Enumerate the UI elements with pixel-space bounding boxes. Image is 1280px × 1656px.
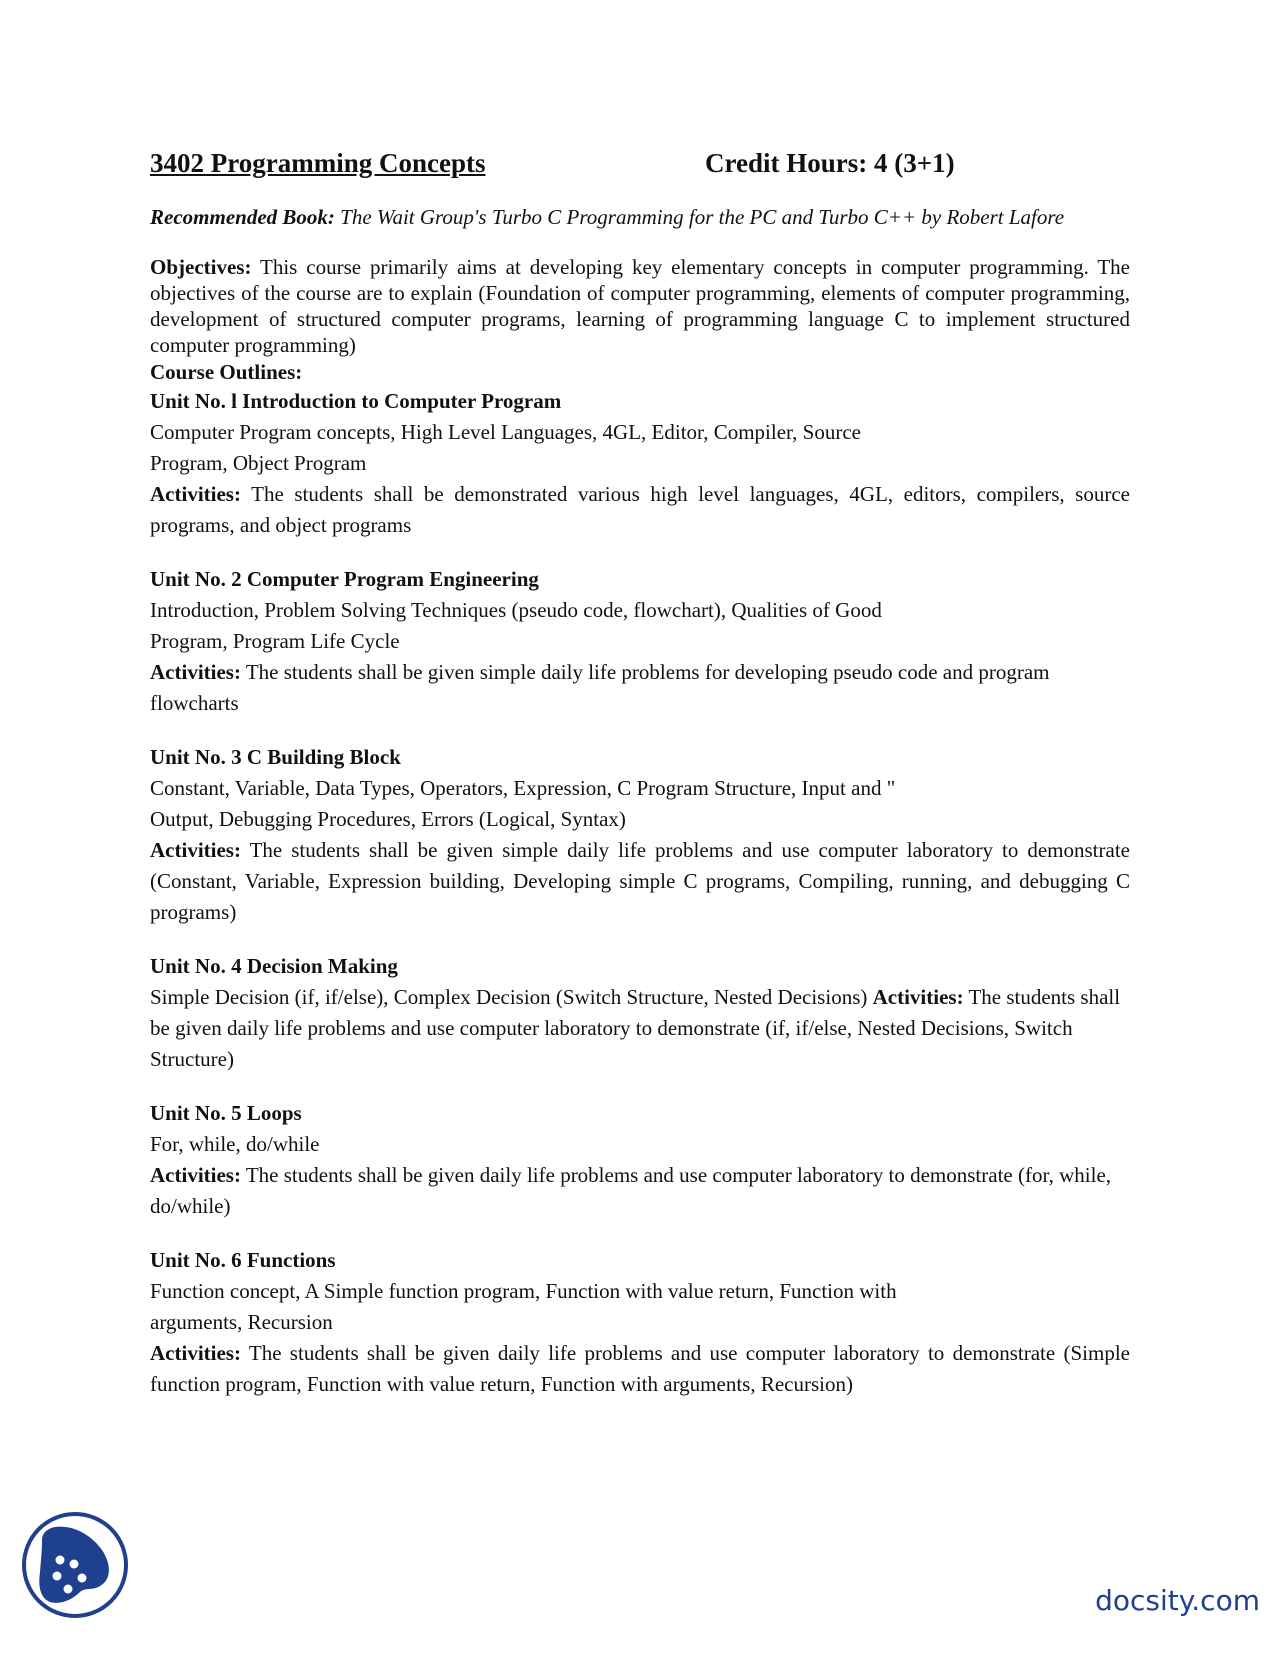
unit-topics: For, while, do/while	[150, 1132, 320, 1156]
unit-title: Unit No. 3 C Building Block	[150, 745, 401, 769]
unit-title: Unit No. 5 Loops	[150, 1101, 302, 1125]
unit-topics: Computer Program concepts, High Level Languages, 4GL, Editor, Compiler, Source	[150, 420, 861, 444]
unit-title: Unit No. l Introduction to Computer Program	[150, 389, 562, 413]
unit-activities	[150, 479, 1130, 541]
activities-label: Activities:	[150, 1341, 241, 1365]
unit-topics-and-activities	[150, 982, 1130, 1075]
activities-text: The students shall be given daily life problems and use computer laboratory to demonstrate (if, if/else, Nested Decisions, Switch Structure)	[150, 985, 1121, 1071]
objectives-label: Objectives:	[150, 255, 252, 279]
activities-label: Activities:	[150, 838, 241, 862]
unit-activities	[150, 835, 1130, 928]
activities-text: The students shall be given simple daily life problems and use computer laboratory to demonstrate (Constant, Variable, Expression building, Developing simple C programs, Compiling, running, and debugging C programs)	[150, 838, 1130, 924]
unit-topics: Simple Decision (if, if/else), Complex Decision (Switch Structure, Nested Decisions)	[150, 985, 868, 1009]
unit-activities	[150, 1160, 1130, 1222]
unit-title: Unit No. 2 Computer Program Engineering	[150, 567, 539, 591]
activities-label: Activities:	[150, 660, 241, 684]
docsity-brand-link[interactable]: docsity.com	[1095, 1584, 1260, 1617]
activities-label: Activities:	[150, 1163, 241, 1187]
book-text: The Wait Group's Turbo C Programming for the PC and Turbo C++ by Robert Lafore	[340, 205, 1065, 229]
unit-activities	[150, 657, 1130, 719]
unit-1	[150, 386, 1130, 541]
course-outlines-heading: Course Outlines:	[150, 360, 303, 384]
docsity-logo-icon[interactable]	[20, 1510, 130, 1620]
activities-text: The students shall be given simple daily life problems for developing pseudo code and program flowcharts	[150, 660, 1050, 715]
unit-topics-cont: Output, Debugging Procedures, Errors (Logical, Syntax)	[150, 807, 626, 831]
unit-4	[150, 951, 1130, 1075]
unit-6	[150, 1245, 1130, 1400]
heading-row	[150, 140, 1130, 190]
book-label: Recommended Book:	[150, 205, 335, 229]
unit-topics-cont: arguments, Recursion	[150, 1310, 333, 1334]
unit-title: Unit No. 6 Functions	[150, 1248, 336, 1272]
activities-label: Activities:	[872, 985, 964, 1009]
unit-2	[150, 564, 1130, 719]
unit-5	[150, 1098, 1130, 1222]
objectives-text: This course primarily aims at developing key elementary concepts in computer programming. The objectives of the course are to explain (Foundation of computer programming, elements of computer programming, development of structured computer programs, learning of programming language C to implement structured computer programming)	[150, 255, 1131, 357]
unit-topics: Introduction, Problem Solving Techniques (pseudo code, flowchart), Qualities of Good	[150, 598, 882, 622]
unit-3	[150, 742, 1130, 928]
unit-topics-cont: Program, Program Life Cycle	[150, 629, 400, 653]
recommended-book	[150, 204, 1130, 230]
activities-label: Activities:	[150, 482, 241, 506]
unit-activities	[150, 1338, 1130, 1400]
document-page	[150, 140, 1130, 1400]
unit-topics: Function concept, A Simple function program, Function with value return, Function with	[150, 1279, 897, 1303]
course-title: 3402 Programming Concepts	[150, 148, 486, 178]
unit-topics-cont: Program, Object Program	[150, 451, 367, 475]
activities-text: The students shall be given daily life problems and use computer laboratory to demonstrate (for, while, do/while)	[150, 1163, 1112, 1218]
unit-topics: Constant, Variable, Data Types, Operators, Expression, C Program Structure, Input and "	[150, 776, 896, 800]
activities-text: The students shall be demonstrated various high level languages, 4GL, editors, compilers, source programs, and object programs	[150, 482, 1130, 537]
credit-hours: Credit Hours: 4 (3+1)	[705, 148, 955, 178]
activities-text: The students shall be given daily life problems and use computer laboratory to demonstrate (Simple function program, Function with value return, Function with arguments, Recursion)	[150, 1341, 1130, 1396]
unit-title: Unit No. 4 Decision Making	[150, 954, 398, 978]
objectives	[150, 254, 1130, 358]
